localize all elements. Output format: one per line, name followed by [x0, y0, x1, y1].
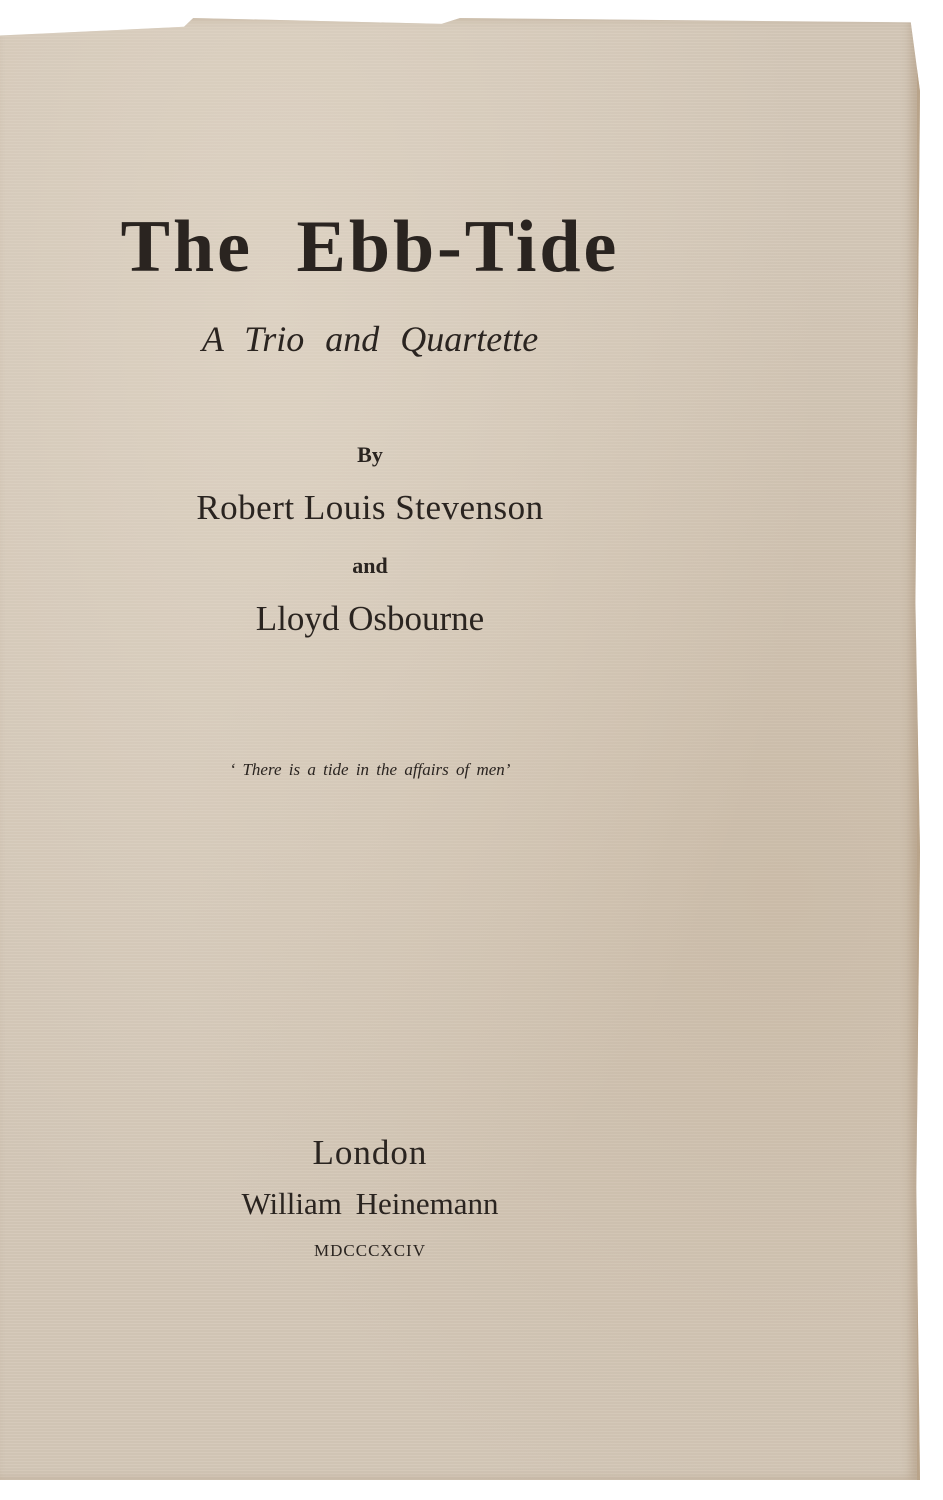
author-name-2: Lloyd Osbourne: [255, 599, 485, 638]
by-label: By: [357, 442, 383, 467]
book-title: The Ebb-Tide: [120, 206, 620, 288]
epigraph: ‘ There is a tide in the affairs of men’: [229, 760, 511, 779]
publisher-name: William Heinemann: [241, 1186, 499, 1221]
publication-year: MDCCCXCIV: [314, 1241, 426, 1260]
and-label: and: [352, 553, 388, 578]
author-name-1: Robert Louis Stevenson: [196, 488, 544, 527]
publication-city: London: [312, 1133, 428, 1172]
book-subtitle: A Trio and Quartette: [201, 319, 539, 359]
